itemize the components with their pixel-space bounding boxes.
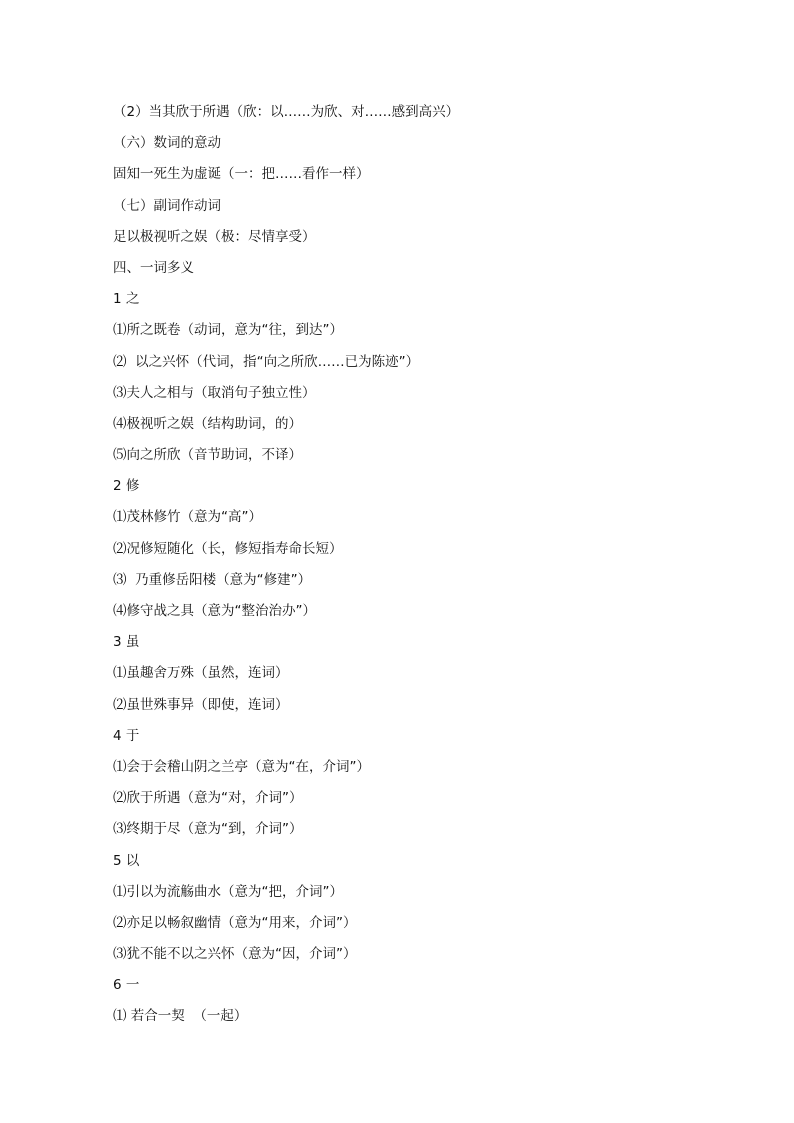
list-item: ⑷修守战之具（意为“整治治办”） bbox=[113, 603, 316, 619]
section-heading: （七）副词作动词 bbox=[113, 197, 221, 214]
list-item: ⑸向之所欣（音节助词，不译） bbox=[113, 447, 302, 464]
list-item: ⑴所之既卷（动词，意为“往，到达”） bbox=[113, 322, 343, 339]
list-item: ⑶犹不能不以之兴怀（意为“因，介词”） bbox=[113, 946, 357, 963]
word-heading: 6 一 bbox=[113, 977, 140, 994]
word-heading: 1 之 bbox=[113, 291, 140, 308]
list-item: ⑵亦足以畅叙幽情（意为“用来，介词”） bbox=[113, 914, 357, 931]
list-item: ⑴ 若合一契 （一起） bbox=[113, 1008, 248, 1025]
section-heading: （六）数词的意动 bbox=[113, 135, 221, 152]
list-item: ⑶终期于尽（意为“到，介词”） bbox=[113, 821, 303, 838]
document-body bbox=[113, 101, 693, 1037]
word-heading: 3 虽 bbox=[113, 634, 140, 651]
text-line: 固知一死生为虚诞（一：把……看作一样） bbox=[113, 166, 370, 183]
list-item: ⑴引以为流觞曲水（意为“把，介词”） bbox=[113, 883, 343, 900]
list-item: ⑴茂林修竹（意为“高”） bbox=[113, 509, 262, 526]
word-heading: 5 以 bbox=[113, 852, 140, 869]
list-item: ⑵况修短随化（长，修短指寿命长短） bbox=[113, 540, 343, 557]
text-line: （2）当其欣于所遇（欣：以……为欣、对……感到高兴） bbox=[113, 104, 460, 120]
list-item: ⑵虽世殊事异（即使，连词） bbox=[113, 696, 289, 713]
text-line: 足以极视听之娱（极：尽情享受） bbox=[113, 228, 316, 245]
list-item: ⑵ 以之兴怀（代词，指“向之所欣……已为陈迹”） bbox=[113, 353, 420, 370]
list-item: ⑷极视听之娱（结构助词，的） bbox=[113, 415, 302, 432]
list-item: ⑶夫人之相与（取消句子独立性） bbox=[113, 384, 316, 401]
word-heading: 4 于 bbox=[113, 727, 140, 744]
list-item: ⑴会于会稽山阴之兰亭（意为“在，介词”） bbox=[113, 758, 370, 775]
list-item: ⑵欣于所遇（意为“对，介词”） bbox=[113, 790, 303, 807]
list-item: ⑴虽趣舍万殊（虽然，连词） bbox=[113, 665, 289, 682]
list-item: ⑶ 乃重修岳阳楼（意为“修建”） bbox=[113, 571, 312, 588]
section-heading: 四、一词多义 bbox=[113, 259, 194, 276]
word-heading: 2 修 bbox=[113, 478, 140, 495]
